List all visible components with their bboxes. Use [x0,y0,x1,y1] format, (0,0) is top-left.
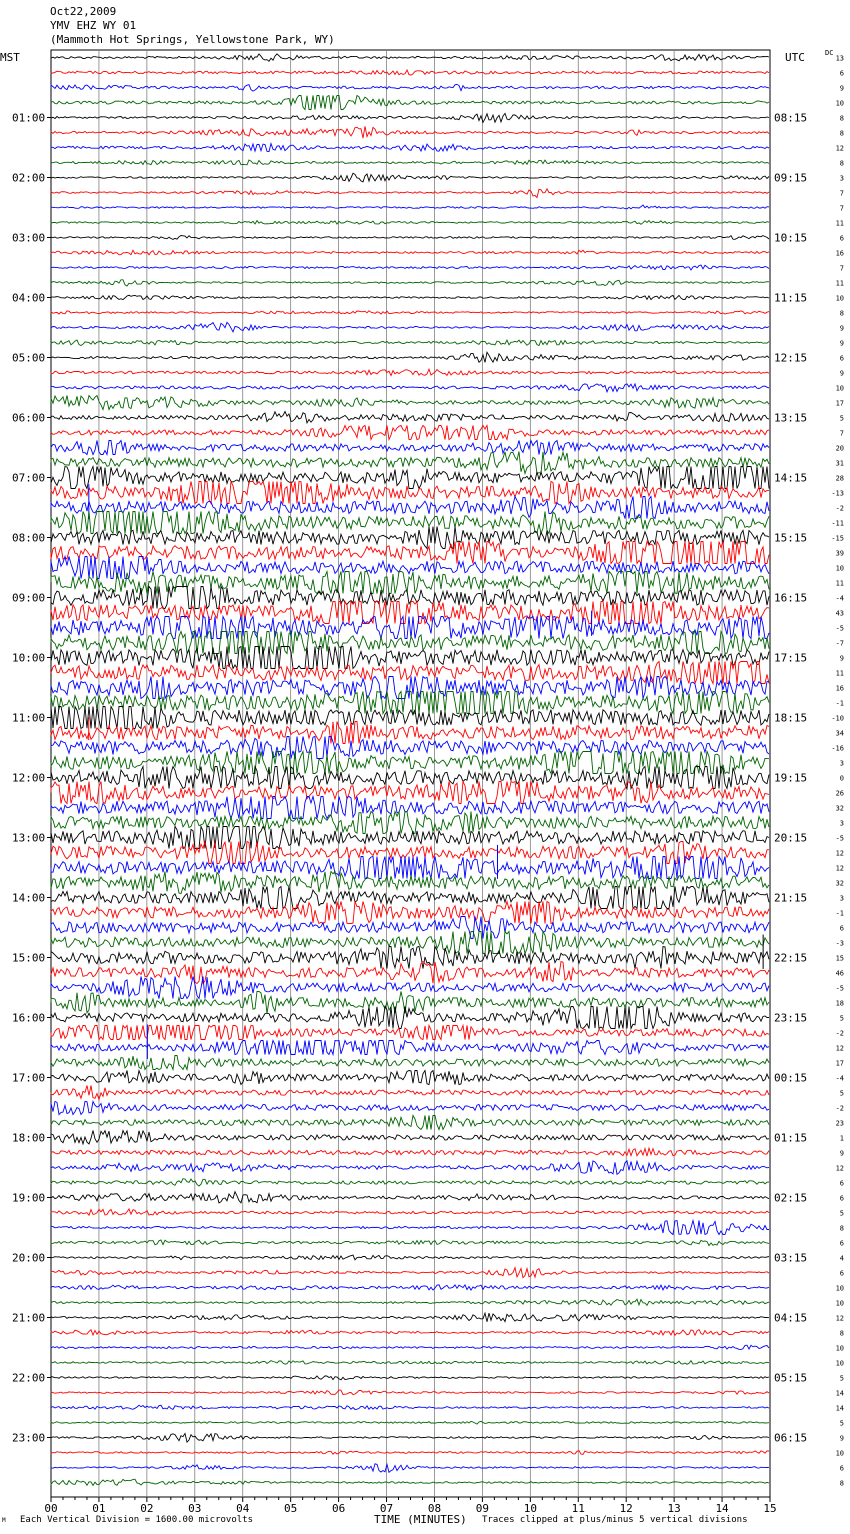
dc-offset-value: 11 [835,669,844,678]
dc-offset-value: 9 [839,654,844,663]
utc-hour-label: 15:15 [774,531,808,545]
seismic-trace [51,1405,769,1409]
utc-hour-label: 10:15 [774,231,808,245]
mst-hour-label: 21:00 [12,1311,46,1325]
dc-offset-value: 0 [839,774,844,783]
dc-offset-value: 9 [839,339,844,348]
dc-offset-value: 8 [839,1479,844,1488]
clip-note: Traces clipped at plus/minus 5 vertical divisions [482,1515,748,1525]
right-timezone-label: UTC [785,51,805,64]
dc-offset-value: 9 [839,1149,844,1158]
utc-hour-label: 23:15 [774,1011,808,1025]
dc-offset-value: 6 [839,1179,844,1188]
dc-offset-value: 5 [839,414,844,423]
seismic-trace [51,1148,769,1156]
dc-offset-value: 10 [835,1299,844,1308]
dc-offset-value: 10 [835,564,844,573]
dc-offset-value: 6 [839,924,844,933]
dc-offset-value: 31 [835,459,844,468]
dc-offset-value: -2 [835,1104,844,1113]
dc-offset-value: -10 [831,714,844,723]
mst-hour-label: 18:00 [12,1131,46,1145]
dc-offset-value: 1 [839,1134,844,1143]
dc-offset-value: 3 [839,759,844,768]
dc-offset-value: 28 [835,474,844,483]
x-axis-tick-label: 03 [188,1502,202,1515]
seismic-trace [51,1390,769,1395]
seismic-trace [51,126,769,138]
dc-offset-value: 9 [839,369,844,378]
seismic-trace [51,1479,769,1485]
dc-offset-value: 14 [835,1389,844,1398]
seismic-trace [51,1179,769,1186]
dc-offset-value: -5 [835,984,844,993]
dc-offset-value: 15 [835,954,844,963]
seismic-trace [51,1221,769,1235]
seismic-trace [51,452,769,474]
dc-offset-value: 10 [835,99,844,108]
dc-offset-value: 8 [839,309,844,318]
seismic-trace [51,1464,769,1473]
seismic-trace [51,1434,769,1443]
mst-hour-label: 05:00 [12,351,46,365]
seismic-trace [51,352,769,362]
dc-offset-value: 10 [835,294,844,303]
seismic-trace [51,1192,769,1203]
seismic-trace [51,54,769,61]
seismic-trace [51,497,769,519]
utc-hour-label: 13:15 [774,411,808,425]
x-axis-tick-label: 11 [571,1502,585,1515]
seismic-trace [51,1299,769,1305]
dc-offset-value: -2 [835,1029,844,1038]
x-axis-tick-label: 04 [236,1502,250,1515]
dc-offset-value: 12 [835,1314,844,1323]
mst-hour-label: 17:00 [12,1071,46,1085]
seismic-trace [51,947,769,969]
seismic-trace [51,512,769,534]
x-axis-tick-label: 02 [140,1502,154,1515]
station-code: YMV EHZ WY 01 [50,19,137,32]
utc-hour-label: 01:15 [774,1131,808,1145]
x-axis-tick-label: 13 [667,1502,681,1515]
seismic-trace [51,113,769,122]
seismic-trace [51,1026,769,1040]
utc-hour-label: 12:15 [774,351,808,365]
seismic-trace [51,1056,769,1070]
x-axis-tick-label: 10 [523,1502,537,1515]
utc-hour-label: 16:15 [774,591,808,605]
dc-offset-value: 6 [839,1464,844,1473]
seismic-trace [51,340,769,346]
seismic-trace [51,722,769,744]
dc-offset-value: 6 [839,69,844,78]
mst-hour-label: 22:00 [12,1371,46,1385]
seismic-trace [51,527,769,549]
mst-hour-label: 01:00 [12,111,46,125]
seismic-trace [51,647,769,669]
mst-hour-label: 20:00 [12,1251,46,1265]
seismic-trace [51,311,769,314]
seismic-trace [51,1361,769,1365]
utc-hour-label: 19:15 [774,771,808,785]
utc-hour-label: 21:15 [774,891,808,905]
corner-mark: M [2,1517,6,1524]
dc-offset-value: -16 [831,744,844,753]
dc-offset-value: -1 [835,909,844,918]
seismic-trace [51,767,769,789]
utc-hour-label: 20:15 [774,831,808,845]
dc-offset-value: 5 [839,1209,844,1218]
seismic-trace [51,173,769,182]
x-axis-tick-label: 08 [427,1502,442,1515]
dc-offset-value: 39 [835,549,844,558]
x-axis-tick-label: 01 [92,1502,106,1515]
dc-offset-value: 6 [839,354,844,363]
seismic-trace [51,812,769,834]
seismic-trace [51,932,769,954]
seismic-trace [51,144,769,152]
dc-offset-value: 12 [835,144,844,153]
dc-offset-value: -4 [835,1074,844,1083]
utc-hour-label: 04:15 [774,1311,808,1325]
dc-offset-value: 7 [839,264,844,273]
dc-offset-value: -1 [835,699,844,708]
seismic-trace [51,557,769,579]
seismic-trace [51,1255,769,1260]
seismic-trace [51,441,769,455]
dc-offset-value: 6 [839,234,844,243]
dc-offset-value: 12 [835,1164,844,1173]
dc-offset-value: 7 [839,429,844,438]
seismic-trace [51,1161,769,1174]
seismic-trace [51,160,769,165]
x-axis-tick-label: 15 [763,1502,777,1515]
seismic-trace [51,1007,769,1029]
seismic-trace [51,467,769,489]
x-axis-tick-label: 06 [331,1502,346,1515]
dc-offset-value: 8 [839,1329,844,1338]
utc-hour-label: 22:15 [774,951,808,965]
dc-offset-value: 8 [839,129,844,138]
utc-hour-label: 18:15 [774,711,808,725]
dc-offset-value: -15 [831,534,844,543]
dc-offset-value: 10 [835,384,844,393]
mst-hour-label: 03:00 [12,231,46,245]
seismic-trace [51,662,769,684]
utc-hour-label: 05:15 [774,1371,808,1385]
seismic-trace [51,1451,769,1455]
mst-hour-label: 07:00 [12,471,46,485]
seismic-trace [51,842,769,864]
seismic-trace [51,752,769,774]
seismic-trace [51,827,769,849]
dc-offset-value: 8 [839,114,844,123]
x-axis-tick-label: 05 [284,1502,298,1515]
utc-hour-label: 00:15 [774,1071,808,1085]
mst-hour-label: 08:00 [12,531,46,545]
dc-offset-value: -11 [831,519,844,528]
seismic-trace [51,1086,769,1100]
dc-offset-value: -4 [835,594,844,603]
seismic-trace [51,782,769,804]
dc-offset-value: 6 [839,1239,844,1248]
dc-column-label: DC [825,49,834,57]
seismic-trace [51,1345,769,1349]
x-axis-tick-label: 09 [475,1502,490,1515]
mst-hour-label: 23:00 [12,1431,46,1445]
dc-offset-value: 10 [835,1449,844,1458]
dc-offset-value: 10 [835,1344,844,1353]
utc-hour-label: 08:15 [774,111,808,125]
seismic-trace [51,280,769,286]
dc-offset-value: 6 [839,1194,844,1203]
x-axis-tick-label: 14 [715,1502,729,1515]
mst-hour-label: 15:00 [12,951,46,965]
mst-hour-label: 16:00 [12,1011,46,1025]
seismic-trace [51,1071,769,1085]
seismic-trace [51,797,769,819]
dc-offset-value: 8 [839,159,844,168]
dc-offset-value: 3 [839,819,844,828]
seismic-trace [51,1268,769,1278]
seismic-trace [51,189,769,198]
utc-hour-label: 03:15 [774,1251,808,1265]
seismic-trace [51,1209,769,1215]
mst-hour-label: 19:00 [12,1191,46,1205]
seismic-trace [51,917,769,939]
dc-offset-value: -7 [835,639,844,648]
seismic-trace [51,1421,769,1424]
seismic-trace [51,412,769,423]
x-axis-tick-label: 07 [379,1502,394,1515]
dc-offset-value: 17 [835,399,844,408]
mst-hour-label: 09:00 [12,591,46,605]
dc-offset-value: 32 [835,879,844,888]
dc-offset-value: 10 [835,1284,844,1293]
seismic-trace [51,977,769,999]
seismic-trace [51,322,769,332]
dc-offset-value: 7 [839,189,844,198]
dc-offset-value: 43 [835,609,844,618]
seismic-trace [51,677,769,699]
seismic-trace [51,1240,769,1246]
seismic-trace [51,1116,769,1130]
dc-offset-value: 32 [835,804,844,813]
dc-offset-value: 46 [835,969,844,978]
dc-offset-value: 10 [835,1359,844,1368]
dc-offset-value: 5 [839,1089,844,1098]
seismic-trace [51,737,769,759]
dc-offset-value: 3 [839,174,844,183]
dc-offset-value: 18 [835,999,844,1008]
utc-hour-label: 17:15 [774,651,808,665]
x-axis-title: TIME (MINUTES) [374,1513,467,1526]
seismic-trace [51,426,769,440]
mst-hour-label: 12:00 [12,771,46,785]
dc-offset-value: 16 [835,684,844,693]
dc-offset-value: -5 [835,834,844,843]
dc-offset-value: 13 [835,54,844,63]
dc-offset-value: 34 [835,729,844,738]
dc-offset-value: 4 [839,1254,844,1263]
dc-offset-value: 6 [839,1269,844,1278]
dc-offset-value: 5 [839,1014,844,1023]
seismic-trace [51,1330,769,1336]
utc-hour-label: 14:15 [774,471,808,485]
dc-offset-value: 7 [839,204,844,213]
x-axis-tick-label: 00 [44,1502,58,1515]
utc-hour-label: 09:15 [774,171,808,185]
seismic-trace [51,1041,769,1055]
plot-date: Oct22,2009 [50,5,117,18]
seismic-trace [51,1285,769,1290]
left-timezone-label: MST [0,51,20,64]
dc-offset-value: 12 [835,1044,844,1053]
dc-offset-value: 12 [835,864,844,873]
seismic-trace [51,250,769,255]
seismic-trace [51,205,769,209]
dc-offset-value: 11 [835,579,844,588]
dc-offset-value: -13 [831,489,844,498]
seismic-trace [51,1101,769,1114]
dc-offset-value: 23 [835,1119,844,1128]
seismic-trace [51,96,769,110]
seismic-trace [51,295,769,299]
seismic-trace [51,1131,769,1145]
seismic-trace [51,1313,769,1322]
dc-offset-value: 9 [839,84,844,93]
dc-offset-value: 5 [839,1419,844,1428]
dc-offset-value: 11 [835,219,844,228]
seismic-trace [51,902,769,924]
dc-offset-value: 17 [835,1059,844,1068]
mst-hour-label: 14:00 [12,891,46,905]
dc-offset-value: 16 [835,249,844,258]
mst-hour-label: 11:00 [12,711,46,725]
scale-note: Each Vertical Division = 1600.00 microvolts [20,1515,253,1525]
dc-offset-value: 11 [835,279,844,288]
seismic-trace [51,221,769,225]
utc-hour-label: 11:15 [774,291,808,305]
seismic-trace [51,384,769,392]
mst-hour-label: 13:00 [12,831,46,845]
dc-offset-value: 14 [835,1404,844,1413]
seismic-trace [51,1376,769,1380]
seismic-trace [51,236,769,240]
dc-offset-value: 20 [835,444,844,453]
seismic-trace [51,707,769,729]
dc-offset-value: -3 [835,939,844,948]
dc-offset-value: 9 [839,324,844,333]
seismic-trace [51,369,769,376]
seismic-trace [51,70,769,75]
dc-offset-value: -2 [835,504,844,513]
seismic-trace [51,84,769,91]
dc-offset-value: 8 [839,1224,844,1233]
seismic-trace [51,887,769,909]
x-axis-tick-label: 12 [619,1502,633,1515]
dc-offset-value: 9 [839,1434,844,1443]
dc-offset-value: 5 [839,1374,844,1383]
mst-hour-label: 10:00 [12,651,46,665]
seismic-trace [51,396,769,410]
dc-offset-value: 26 [835,789,844,798]
utc-hour-label: 06:15 [774,1431,808,1445]
dc-offset-value: 3 [839,894,844,903]
seismic-trace [51,265,769,270]
mst-hour-label: 02:00 [12,171,46,185]
dc-offset-value: -5 [835,624,844,633]
dc-offset-value: 12 [835,849,844,858]
mst-hour-label: 04:00 [12,291,46,305]
mst-hour-label: 06:00 [12,411,46,425]
utc-hour-label: 02:15 [774,1191,808,1205]
station-location: (Mammoth Hot Springs, Yellowstone Park, WY) [50,33,335,46]
